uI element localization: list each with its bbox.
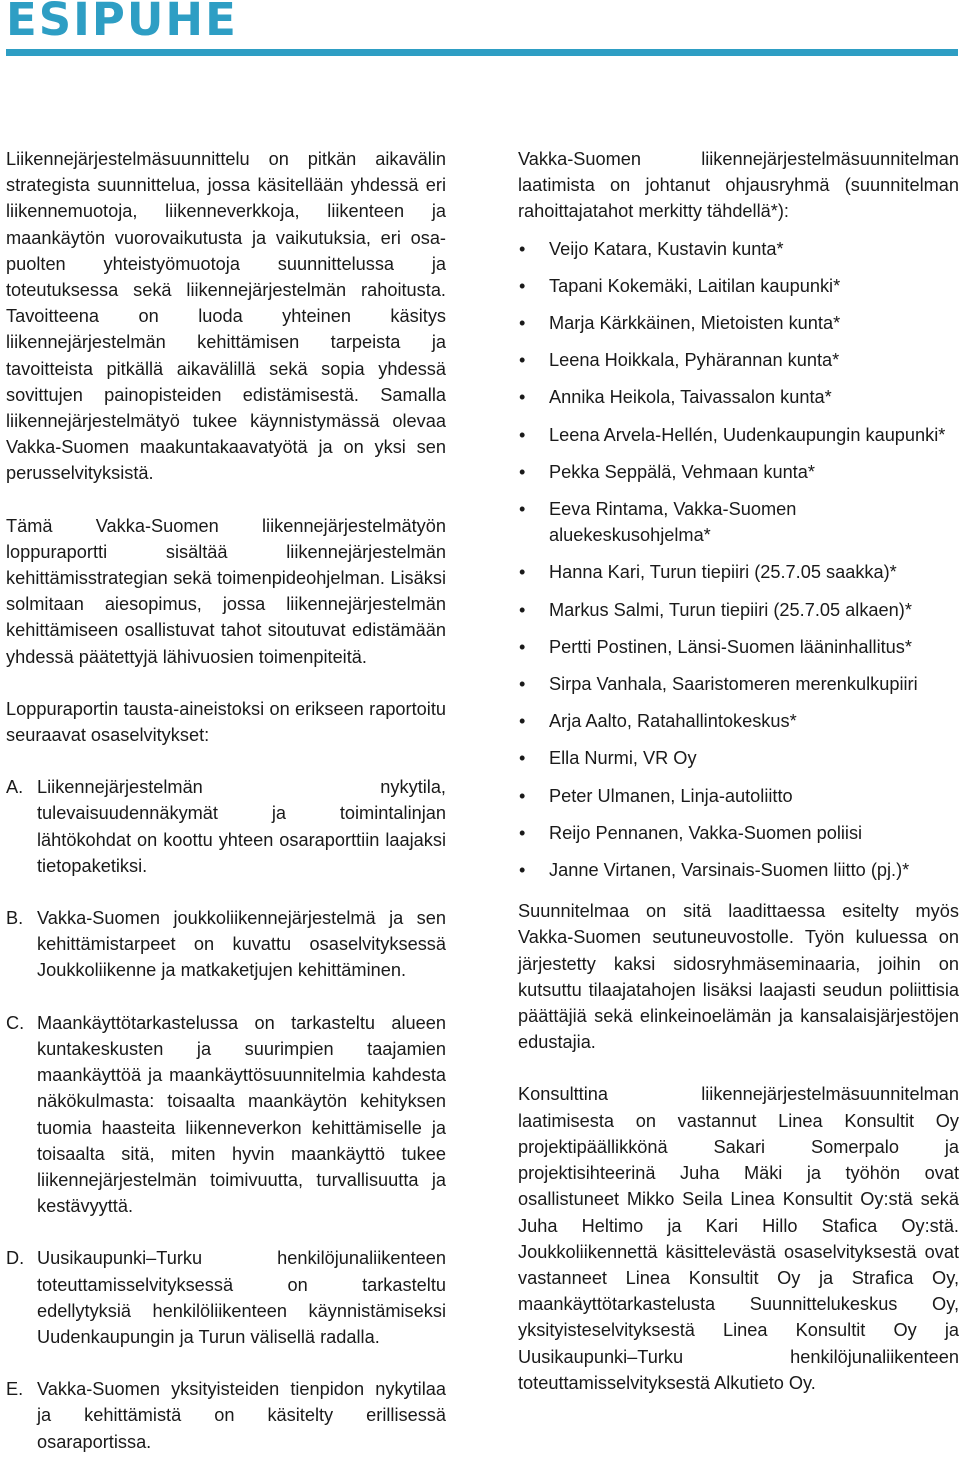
bullet-icon: • bbox=[519, 748, 526, 769]
left-column bbox=[6, 146, 446, 1481]
paragraph: Konsulttina liikennejärjestelmäsuunnitelman laatimisesta on vastannut Linea Konsultit Oy projektipäällikkönä Sakari Somerpalo ja projektisihteerinä Juha Mäki ja työhön ovat osallistuneet Mikko Seila Linea Konsultit Oy:stä sekä Juha Heltimo ja Kari Hillo Stafica Oy:stä. Joukkoliikennettä käsittelevästä osaselvityksestä ovat vastanneet Linea Konsultit Oy ja Strafica Oy, maankäyttötarkastelusta Suunnittelukeskus Oy, yksityisteselvityksestä Linea Konsultit Oy ja Uusikaupunki–Turku henkilöjunaliikenteen toteuttamisselvityksestä Alkutieto Oy. bbox=[518, 1084, 959, 1393]
right-column bbox=[518, 146, 959, 1422]
member-name: Marja Kärkkäinen, Mietoisten kunta* bbox=[549, 313, 841, 334]
member-name: Janne Virtanen, Varsinais-Suomen liitto (pj.)* bbox=[549, 860, 910, 881]
steering-group-member bbox=[518, 745, 959, 771]
bullet-icon: • bbox=[519, 785, 526, 806]
member-name: Hanna Kari, Turun tiepiiri (25.7.05 saakka)* bbox=[549, 562, 897, 583]
steering-group-intro: Vakka-Suomen liikennejärjestelmäsuunnitelman laatimista on johtanut ohjausryhmä (suunnitelman rahoittajatahot merkitty tähdellä*): bbox=[518, 149, 959, 222]
steering-group-member bbox=[518, 820, 959, 846]
bullet-icon: • bbox=[519, 313, 526, 334]
item-text: Maankäyttötarkastelussa on tarkasteltu alueen kuntakeskusten ja suurimpien taajamien maankäyttöä ja maankäyttösuunnitelmia kahdesta näkökulmasta: toisaalta maankäytön kehityksen tuomia haasteita liikenneverkon kehittämiselle ja toisaalta sitä, miten hyvin maankäyttö tukee liikennejärjestelmän toimivuutta, turvallisuutta ja kestävyyttä. bbox=[37, 1012, 446, 1217]
bullet-icon: • bbox=[519, 636, 526, 657]
member-name: Eeva Rintama, Vakka-Suomen aluekeskusohjelma* bbox=[549, 499, 797, 546]
lettered-item bbox=[6, 1010, 446, 1220]
member-name: Peter Ulmanen, Linja-autoliitto bbox=[549, 785, 793, 806]
steering-group-member bbox=[518, 384, 959, 410]
member-name: Leena Arvela-Hellén, Uudenkaupungin kaupunki* bbox=[549, 424, 946, 445]
lettered-item bbox=[6, 1376, 446, 1455]
item-text: Vakka-Suomen joukkoliikennejärjestelmä ja sen kehittämistarpeet on kuvattu osaselvityksessä Joukkoliikenne ja matkaketjujen kehittäminen. bbox=[37, 908, 446, 981]
bullet-icon: • bbox=[519, 860, 526, 881]
bullet-icon: • bbox=[519, 387, 526, 408]
item-letter: E. bbox=[6, 1379, 24, 1400]
title-underline bbox=[6, 49, 958, 56]
bullet-icon: • bbox=[519, 461, 526, 482]
paragraph: Tämä Vakka-Suomen liikennejärjestelmätyön loppuraportti sisältää liikennejärjestelmän kehittämisstrategian sekä toimenpideohjelman. Lisäksi solmitaan aiesopimus, jossa liikennejärjestelmän kehittämiseen osallistuvat tahot sitoutuvat edistämään yhdessä päätettyjä lähivuosien toimenpiteitä. bbox=[6, 515, 446, 667]
item-text: Vakka-Suomen yksityisteiden tienpidon nykytilaa ja kehittämistä on käsitelty erillisessä osaraportissa. bbox=[37, 1379, 446, 1452]
member-name: Reijo Pennanen, Vakka-Suomen poliisi bbox=[549, 822, 863, 843]
steering-group-member bbox=[518, 559, 959, 585]
steering-group-member bbox=[518, 310, 959, 336]
page-title: ESIPUHE bbox=[6, 0, 238, 46]
paragraph: Liikennejärjestelmäsuunnittelu on pitkän aikavälin strategista suunnittelua, jossa käsitellään yhdessä eri liikennemuotoja, liikenneverkkoja, liikenteen ja maankäytön vuorovaikutusta ja vaikutuksia, eri osa-puolten yhteistyömuotoja suunnittelussa ja toteutuksessa sekä liikennejärjestelmän rahoitusta. Tavoitteena on luoda yhteinen käsitys liikennejärjestelmän kehittämisen tarpeista ja tavoitteista pitkällä aikavälillä sekä sopia yhdessä sovittujen painopisteiden edistämisestä. Samalla liikennejärjestelmätyö tukee käynnistymässä olevaa Vakka-Suomen maakuntakaavatyötä ja on yksi sen perusselvityksistä. bbox=[6, 149, 446, 484]
member-name: Pertti Postinen, Länsi-Suomen lääninhallitus* bbox=[549, 636, 912, 657]
bullet-icon: • bbox=[519, 822, 526, 843]
bullet-icon: • bbox=[519, 674, 526, 695]
bullet-icon: • bbox=[519, 599, 526, 620]
bullet-icon: • bbox=[519, 275, 526, 296]
bullet-icon: • bbox=[519, 238, 526, 259]
item-letter: B. bbox=[6, 908, 24, 929]
member-name: Tapani Kokemäki, Laitilan kaupunki* bbox=[549, 275, 841, 296]
item-text: Uusikaupunki–Turku henkilöjunaliikenteen toteuttamisselvityksessä on tarkasteltu edellytyksiä henkilöliikenteen käynnistämiseksi Uudenkaupungin ja Turun välisellä radalla. bbox=[37, 1248, 446, 1347]
member-name: Leena Hoikkala, Pyhärannan kunta* bbox=[549, 350, 840, 371]
steering-group-member bbox=[518, 708, 959, 734]
item-letter: C. bbox=[6, 1012, 25, 1033]
member-name: Annika Heikola, Taivassalon kunta* bbox=[549, 387, 832, 408]
steering-group-member bbox=[518, 783, 959, 809]
member-name: Markus Salmi, Turun tiepiiri (25.7.05 alkaen)* bbox=[549, 599, 912, 620]
steering-group-member bbox=[518, 273, 959, 299]
lettered-item bbox=[6, 774, 446, 879]
steering-group-member bbox=[518, 634, 959, 660]
steering-group-member bbox=[518, 459, 959, 485]
member-name: Pekka Seppälä, Vehmaan kunta* bbox=[549, 461, 815, 482]
member-name: Veijo Katara, Kustavin kunta* bbox=[549, 238, 784, 259]
member-name: Arja Aalto, Ratahallintokeskus* bbox=[549, 711, 797, 732]
bullet-icon: • bbox=[519, 562, 526, 583]
lettered-item bbox=[6, 905, 446, 984]
steering-group-member bbox=[518, 496, 959, 548]
item-text: Liikennejärjestelmän nykytila, tulevaisuudennäkymät ja toimintalinjan lähtökohdat on koottu yhteen osaraporttiin laajaksi tietopaketiksi. bbox=[37, 777, 446, 876]
bullet-icon: • bbox=[519, 711, 526, 732]
steering-group-member bbox=[518, 422, 959, 448]
bullet-icon: • bbox=[519, 499, 526, 520]
member-name: Ella Nurmi, VR Oy bbox=[549, 748, 697, 769]
bullet-icon: • bbox=[519, 424, 526, 445]
paragraph: Loppuraportin tausta-aineistoksi on erikseen raportoitu seuraavat osaselvitykset: bbox=[6, 698, 446, 746]
item-letter: A. bbox=[6, 777, 24, 798]
steering-group-member bbox=[518, 236, 959, 262]
lettered-item bbox=[6, 1245, 446, 1350]
steering-group-list bbox=[518, 236, 959, 884]
steering-group-member bbox=[518, 671, 959, 697]
bullet-icon: • bbox=[519, 350, 526, 371]
steering-group-member bbox=[518, 597, 959, 623]
item-letter: D. bbox=[6, 1248, 25, 1269]
steering-group-member bbox=[518, 857, 959, 883]
steering-group-member bbox=[518, 347, 959, 373]
member-name: Sirpa Vanhala, Saaristomeren merenkulkupiiri bbox=[549, 674, 918, 695]
paragraph: Suunnitelmaa on sitä laadittaessa esitelty myös Vakka-Suomen seutuneuvostolle. Työn kuluessa on järjestetty kaksi sidosryhmäseminaaria, joihin on kutsuttu tilaajatahojen lisäksi laajasti seudun poliittisia päättäjiä sekä elinkeinoelämän ja kansalaisjärjestöjen edustajia. bbox=[518, 901, 959, 1053]
